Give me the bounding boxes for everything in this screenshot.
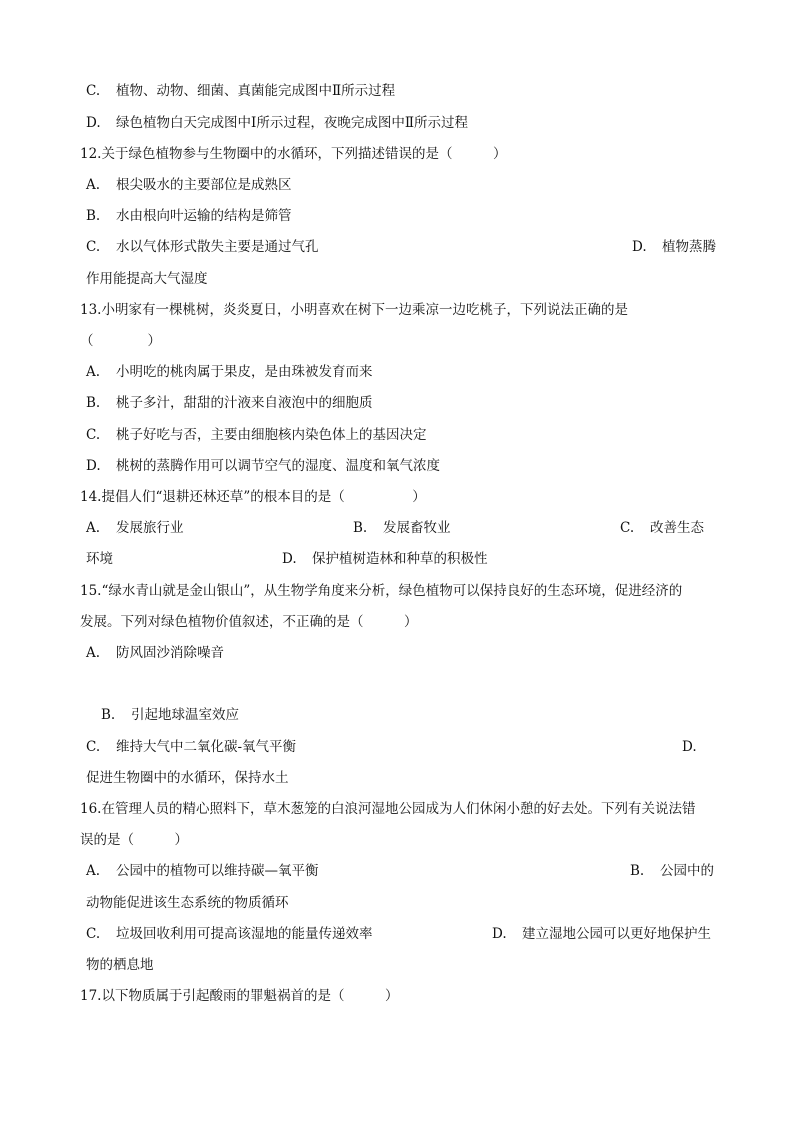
option-text: 改善生态: [650, 520, 704, 536]
q16-option-a: [86, 862, 319, 880]
question-16-stem-continued: 误的是（ ）: [80, 832, 188, 848]
option-letter: C.: [86, 926, 101, 942]
q13-option-b: [86, 394, 373, 412]
option-letter: A.: [86, 364, 101, 380]
option-letter: B.: [86, 395, 101, 411]
option-d-prev: [86, 114, 468, 132]
option-letter: D.: [682, 739, 697, 755]
option-text: 维持大气中二氧化碳-氧气平衡: [116, 739, 297, 755]
q12-option-d: [632, 238, 716, 256]
option-text: 引起地球温室效应: [131, 707, 239, 723]
q15-option-b: [101, 706, 239, 724]
option-letter: D.: [86, 458, 101, 474]
question-14-stem: 14.提倡人们“退耕还林还草”的根本目的是（ ）: [80, 489, 426, 505]
option-text: 公园中的植物可以维持碳—氧平衡: [116, 863, 319, 879]
option-text: 桃子多汁，甜甜的汁液来自液泡中的细胞质: [116, 395, 373, 411]
option-letter: A.: [86, 645, 101, 661]
q12-option-c: [86, 238, 319, 256]
q12-option-b: [86, 207, 292, 225]
option-letter: A.: [86, 863, 101, 879]
option-letter: D.: [632, 239, 647, 255]
q12-option-d-continued: 作用能提高大气湿度: [86, 271, 208, 287]
option-letter: C.: [86, 427, 101, 443]
option-letter: B.: [86, 208, 101, 224]
q15-option-d: [682, 738, 712, 756]
option-letter: C.: [620, 520, 635, 536]
q12-option-a: [86, 176, 292, 194]
question-17-stem: 17.以下物质属于引起酸雨的罪魁祸首的是（ ）: [80, 988, 399, 1004]
question-13-stem: 13.小明家有一棵桃树，炎炎夏日，小明喜欢在树下一边乘凉一边吃桃子，下列说法正确的是: [80, 302, 628, 318]
q14-option-c-continued: 环境: [86, 551, 113, 567]
q16-option-d-continued: 物的栖息地: [86, 957, 154, 973]
option-text: 公园中的: [660, 863, 714, 879]
q14-option-d: [282, 550, 488, 568]
q14-option-a: [86, 519, 184, 537]
option-text: 水由根向叶运输的结构是筛管: [116, 208, 292, 224]
q13-option-c: [86, 426, 427, 444]
question-16-stem: 16.在管理人员的精心照料下，草木葱笼的白浪河湿地公园成为人们休闲小憩的好去处。下列有关说法错: [80, 801, 696, 817]
option-letter: B.: [630, 863, 645, 879]
option-text: 建立湿地公园可以更好地保护生: [522, 926, 711, 942]
question-15-stem: 15.“绿水青山就是金山银山”，从生物学角度来分析，绿色植物可以保持良好的生态环境，促进经济的: [80, 583, 683, 599]
option-c-prev: [86, 82, 395, 100]
q13-option-a: [86, 363, 373, 381]
option-text: 水以气体形式散失主要是通过气孔: [116, 239, 319, 255]
option-text: 植物蒸腾: [662, 239, 716, 255]
q15-option-a: [86, 644, 224, 662]
question-15-stem-continued: 发展。下列对绿色植物价值叙述，不正确的是（ ）: [80, 614, 418, 630]
q16-option-b: [630, 862, 714, 880]
option-text: 保护植树造林和种草的积极性: [312, 551, 488, 567]
q14-option-c: [620, 519, 704, 537]
option-letter: C.: [86, 83, 101, 99]
q16-option-c: [86, 925, 373, 943]
option-text: 发展畜牧业: [383, 520, 451, 536]
q13-option-d: [86, 457, 440, 475]
option-text: 小明吃的桃肉属于果皮，是由珠被发育而来: [116, 364, 373, 380]
option-letter: D.: [282, 551, 297, 567]
option-text: 桃树的蒸腾作用可以调节空气的湿度、温度和氧气浓度: [116, 458, 440, 474]
option-letter: C.: [86, 739, 101, 755]
option-letter: B.: [353, 520, 368, 536]
q16-option-d: [492, 925, 711, 943]
q15-option-d-continued: 促进生物圈中的水循环，保持水土: [86, 770, 289, 786]
option-text: 绿色植物白天完成图中Ⅰ所示过程，夜晚完成图中Ⅱ所示过程: [116, 115, 469, 131]
q15-option-c: [86, 738, 296, 756]
option-letter: D.: [86, 115, 101, 131]
option-letter: D.: [492, 926, 507, 942]
option-text: 防风固沙消除噪音: [116, 645, 224, 661]
option-letter: B.: [101, 707, 116, 723]
option-letter: A.: [86, 177, 101, 193]
option-text: 根尖吸水的主要部位是成熟区: [116, 177, 292, 193]
option-text: 桃子好吃与否，主要由细胞核内染色体上的基因决定: [116, 427, 427, 443]
q16-option-b-continued: 动物能促进该生态系统的物质循环: [86, 895, 289, 911]
option-text: 发展旅行业: [116, 520, 184, 536]
option-letter: A.: [86, 520, 101, 536]
question-13-answer-paren: （ ）: [80, 333, 161, 349]
option-text: 植物、动物、细菌、真菌能完成图中Ⅱ所示过程: [116, 83, 396, 99]
option-text: 垃圾回收利用可提高该湿地的能量传递效率: [116, 926, 373, 942]
question-12-stem: 12.关于绿色植物参与生物圈中的水循环，下列描述错误的是（ ）: [80, 146, 507, 162]
q14-option-b: [353, 519, 451, 537]
option-letter: C.: [86, 239, 101, 255]
